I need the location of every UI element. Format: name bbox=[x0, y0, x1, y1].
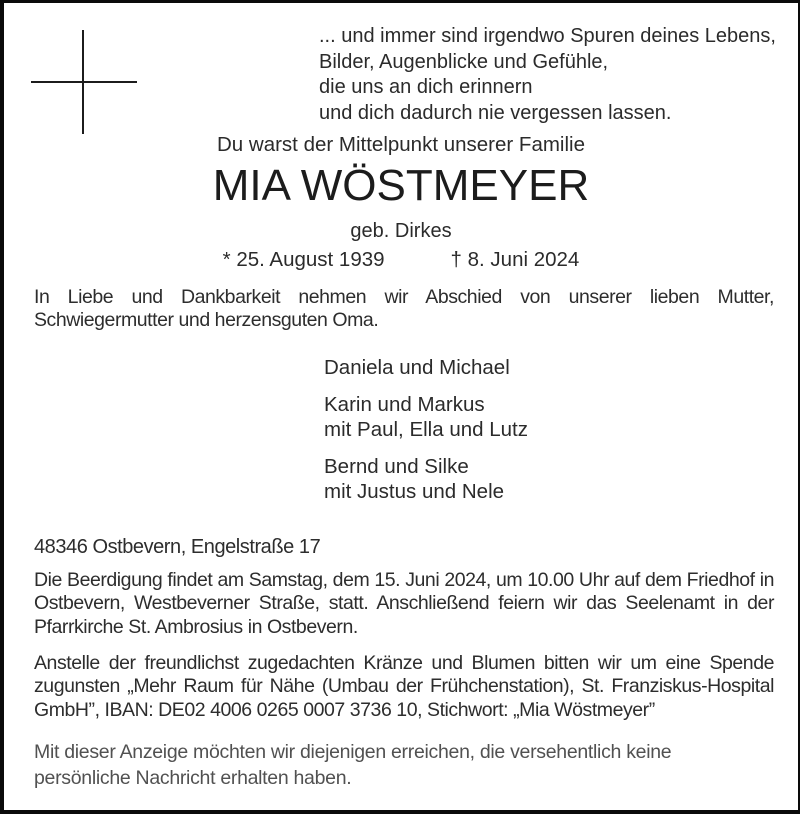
tribute-line: Du warst der Mittelpunkt unserer Familie bbox=[217, 133, 585, 156]
epigraph-line: die uns an dich erinnern bbox=[319, 76, 533, 98]
mourners-list bbox=[324, 355, 528, 516]
epigraph-line: und dich dadurch nie vergessen lassen. bbox=[319, 101, 672, 124]
birth-date: * 25. August 1939 bbox=[222, 248, 385, 271]
mourner-line: mit Paul, Ella und Lutz bbox=[324, 418, 528, 441]
funeral-details-paragraph: Die Beerdigung findet am Samstag, dem 15. Juni 2024, um 10.00 Uhr auf dem Friedhof in Ostbevern, Westbeverner Straße, statt. Anschließend feiern wir das Seelenamt in der Pfarrkirche St. Ambrosius in Ostbevern. bbox=[34, 569, 774, 638]
mourner-group bbox=[324, 355, 528, 381]
mourner-line: Karin und Markus bbox=[324, 392, 485, 416]
mourner-line: mit Justus und Nele bbox=[324, 480, 505, 503]
maiden-name: geb. Dirkes bbox=[350, 220, 452, 242]
epigraph-line: ... und immer sind irgendwo Spuren deines Lebens, bbox=[319, 25, 776, 47]
death-date: † 8. Juni 2024 bbox=[450, 248, 580, 271]
address-line: 48346 Ostbevern, Engelstraße 17 bbox=[34, 536, 321, 558]
epigraph bbox=[319, 24, 776, 126]
mourner-line: Bernd und Silke bbox=[324, 454, 469, 478]
mourner-group bbox=[324, 454, 528, 505]
epigraph-line: Bilder, Augenblicke und Gefühle, bbox=[319, 50, 609, 73]
mourner-group bbox=[324, 392, 528, 443]
intro-paragraph: In Liebe und Dankbarkeit nehmen wir Abschied von unserer lieben Mutter, Schwiegermutter und herzensguten Oma. bbox=[34, 286, 774, 332]
closing-note-paragraph: Mit dieser Anzeige möchten wir diejenigen erreichen, die versehentlich keine persönliche Nachricht erhalten haben. bbox=[34, 741, 672, 789]
mourner-line: Daniela und Michael bbox=[324, 356, 510, 379]
donation-paragraph: Anstelle der freundlichst zugedachten Kränze und Blumen bitten wir um eine Spende zugunsten „Mehr Raum für Nähe (Umbau der Frühchenstation), St. Franziskus-Hospital GmbH”, IBAN: DE02 4006 0265 0007 3736 10, Stichwort: „Mia Wöstmeyer” bbox=[34, 652, 774, 721]
deceased-name: MIA WÖSTMEYER bbox=[212, 161, 590, 210]
life-dates bbox=[4, 248, 798, 272]
memorial-cross-icon bbox=[27, 27, 139, 135]
